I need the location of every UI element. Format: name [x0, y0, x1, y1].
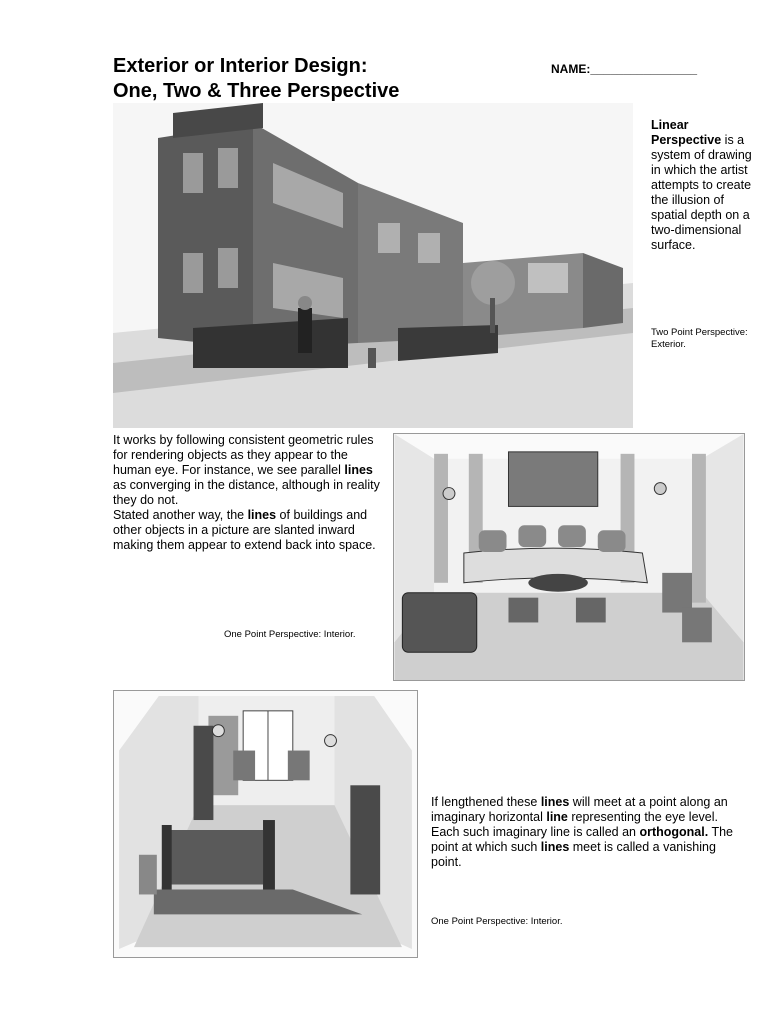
term-linear: Linear: [651, 118, 689, 132]
bedroom-drawing: [113, 690, 418, 958]
p1-text-4: of buildings and other objects in a picture are slanted inward making them appear to extend back into space.: [113, 508, 376, 552]
exterior-building-drawing: [113, 103, 633, 428]
p1-text-1: It works by following consistent geometric rules for rendering objects as they appear to the human eye. For instance, we see parallel: [113, 433, 374, 477]
title-line-2: One, Two & Three Perspective: [113, 80, 400, 102]
paragraph-vanishing-point: [431, 795, 746, 870]
p1-bold-lines-2: lines: [247, 508, 277, 522]
living-room-svg: [394, 434, 744, 680]
term-perspective: Perspective: [651, 133, 722, 147]
caption-two-point: Two Point Perspective: Exterior.: [651, 327, 748, 350]
p2-bold-line: line: [546, 810, 568, 824]
p2-text-3: representing the eye level. Each such imaginary line is called an: [431, 810, 718, 839]
caption-one-point-bedroom: One Point Perspective: Interior.: [431, 916, 563, 927]
living-room-drawing: [393, 433, 745, 681]
paragraph-perspective-rules: [113, 433, 383, 553]
bedroom-svg: [114, 691, 417, 957]
p2-text-5: meet is called a vanishing point.: [431, 840, 716, 869]
p2-bold-lines-1: lines: [540, 795, 570, 809]
p2-bold-lines-2: lines: [540, 840, 570, 854]
p2-text-1: If lengthened these: [431, 795, 541, 809]
p1-text-2: as converging in the distance, although in reality they do not.: [113, 478, 380, 507]
p2-text-2: will meet at a point along an imaginary horizontal: [431, 795, 728, 824]
caption-one-point-living: One Point Perspective: Interior.: [224, 629, 356, 640]
page-title: [113, 54, 399, 104]
p2-bold-orthogonal: orthogonal.: [639, 825, 709, 839]
p2-text-4: The point at which such: [431, 825, 733, 854]
linear-perspective-definition: [651, 118, 761, 253]
title-line-1: Exterior or Interior Design:: [113, 55, 368, 77]
exterior-building-svg: [113, 103, 633, 428]
definition-text: is a system of drawing in which the artist attempts to create the illusion of spatial depth on a two-dimensional surface.: [651, 133, 752, 252]
p1-bold-lines-1: lines: [344, 463, 373, 477]
p1-text-3: Stated another way, the: [113, 508, 248, 522]
name-field[interactable]: NAME:________________: [551, 62, 698, 76]
